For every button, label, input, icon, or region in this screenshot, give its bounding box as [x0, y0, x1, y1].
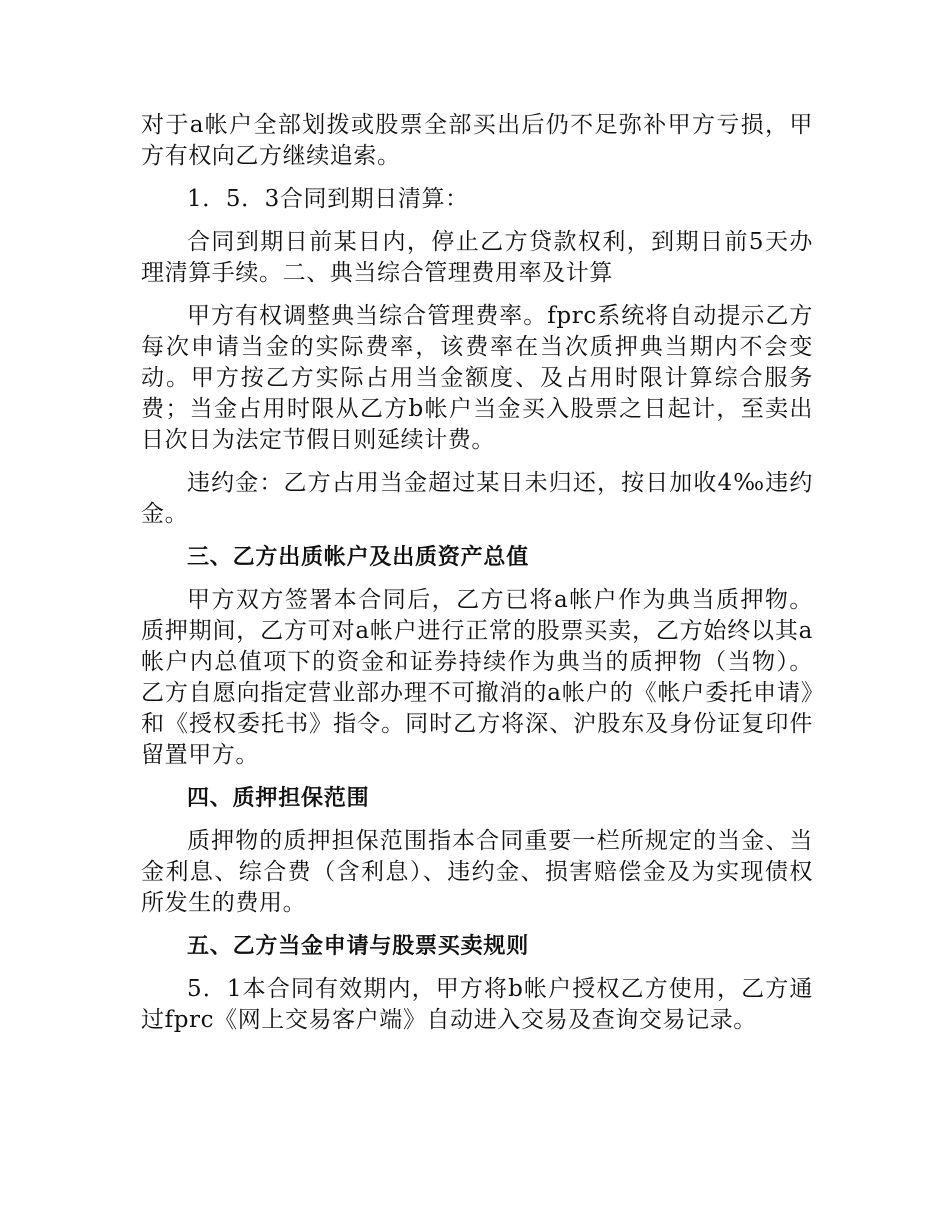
paragraph-settlement-shortfall: 对于a帐户全部划拨或股票全部买出后仍不足弥补甲方亏损，甲方有权向乙方继续追索。: [141, 112, 813, 169]
paragraph-clause-1-5-3: 1．5．3合同到期日清算：: [187, 186, 469, 212]
section-heading-4: 四、质押担保范围: [187, 786, 370, 811]
paragraph-maturity-settlement: 合同到期日前某日内，停止乙方贷款权利，到期日前5天办理清算手续。二、典当综合管理费用率及计算: [141, 229, 813, 286]
paragraph-fee-rate: 甲方有权调整典当综合管理费率。fprc系统将自动提示乙方每次申请当金的实际费率，该费率在当次质押典当期内不会变动。甲方按乙方实际占用当金额度、及占用时限计算综合服务费；当金占用时限从乙方b帐户当金买入股票之日起计，至卖出日次日为法定节假日则延续计费。: [141, 303, 813, 453]
document-page: [141, 110, 813, 1048]
paragraph-clause-5-1: 5．1本合同有效期内，甲方将b帐户授权乙方使用，乙方通过fprc《网上交易客户端》自动进入交易及查询交易记录。: [141, 976, 813, 1033]
paragraph-guarantee-scope: 质押物的质押担保范围指本合同重要一栏所规定的当金、当金利息、综合费（含利息）、违约金、损害赔偿金及为实现债权所发生的费用。: [141, 828, 813, 916]
paragraph-pledged-account: 甲方双方签署本合同后，乙方已将a帐户作为典当质押物。质押期间，乙方可对a帐户进行正常的股票买卖，乙方始终以其a帐户内总值项下的资金和证券持续作为典当的质押物（当物）。乙方自愿向指定营业部办理不可撤消的a帐户的《帐户委托申请》和《授权委托书》指令。同时乙方将深、沪股东及身份证复印件留置甲方。: [141, 587, 813, 768]
section-heading-5: 五、乙方当金申请与股票买卖规则: [187, 934, 530, 959]
section-heading-3: 三、乙方出质帐户及出质资产总值: [187, 545, 530, 570]
paragraph-penalty: 违约金：乙方占用当金超过某日未归还，按日加收4‰违约金。: [141, 470, 813, 527]
